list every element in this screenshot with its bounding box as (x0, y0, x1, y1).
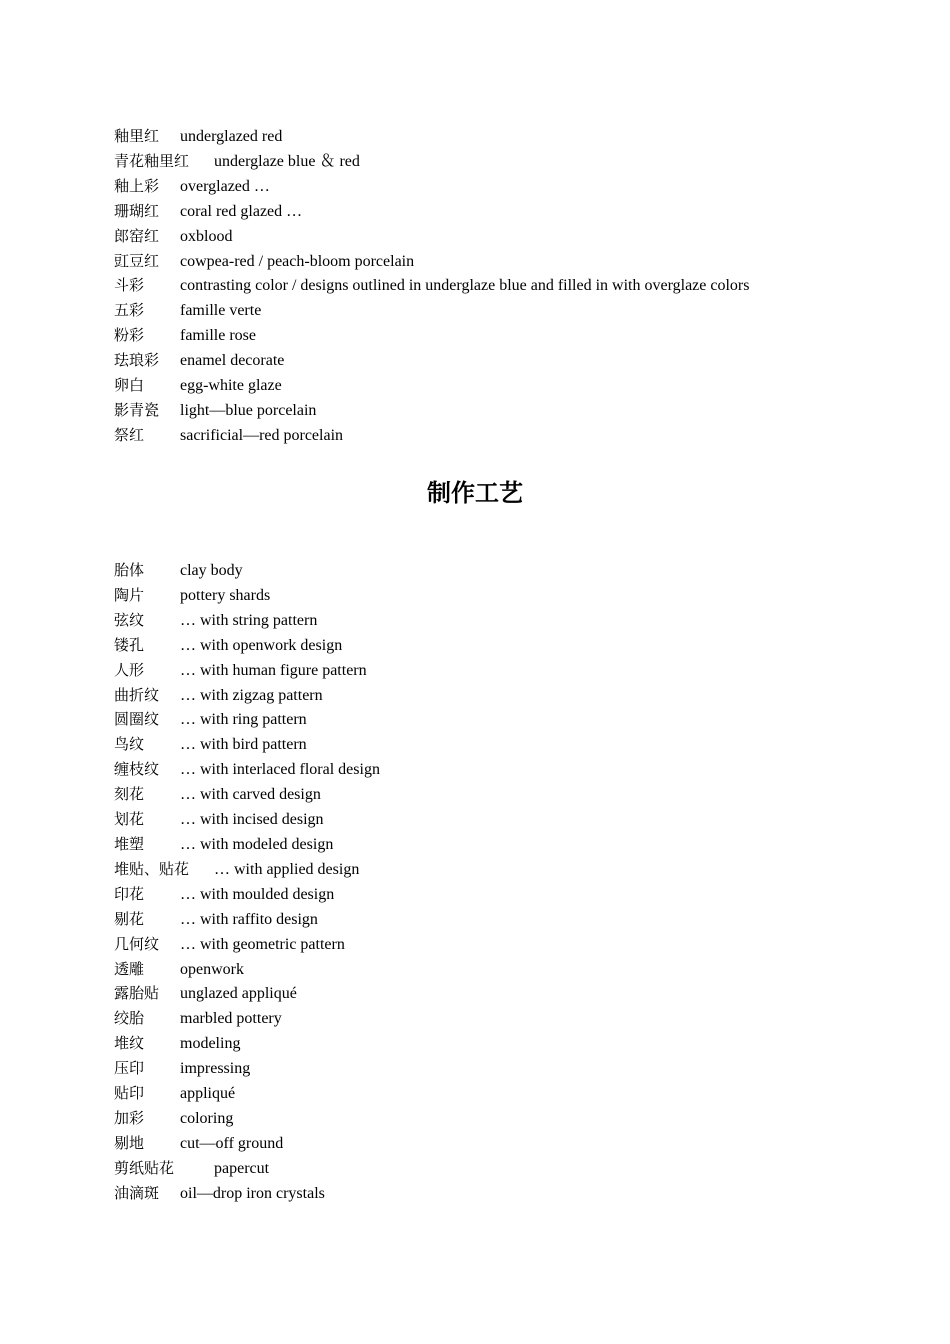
term-row (114, 1081, 894, 1106)
term-zh: 镂孔 (114, 635, 145, 654)
term-row (114, 807, 894, 832)
term-en: … with raffito design (180, 910, 318, 928)
term-zh: 弦纹 (114, 610, 145, 629)
term-zh: 堆纹 (114, 1034, 145, 1053)
term-zh: 剔地 (114, 1133, 145, 1152)
term-zh: 堆贴、贴花 (114, 859, 190, 878)
term-row (114, 1031, 894, 1056)
term-en: famille verte (180, 302, 262, 320)
term-en: underglazed red (180, 128, 283, 145)
term-row (114, 857, 894, 882)
term-zh: 油滴斑 (114, 1183, 160, 1202)
term-en: … with geometric pattern (180, 935, 345, 953)
term-en: … with applied design (214, 860, 360, 878)
term-row (114, 323, 894, 348)
term-en: … with bird pattern (180, 736, 307, 754)
term-zh: 珊瑚红 (114, 201, 160, 220)
term-en: … with string pattern (180, 611, 318, 629)
term-en: overglazed … (180, 177, 270, 195)
term-en: … with human figure pattern (180, 661, 367, 679)
term-zh: 刻花 (114, 785, 145, 804)
term-en: unglazed appliqué (180, 985, 297, 1003)
term-row (114, 1056, 894, 1081)
term-zh: 印花 (114, 884, 145, 903)
term-zh: 圆圈纹 (114, 710, 160, 729)
term-zh: 影青瓷 (114, 400, 160, 419)
term-en: impressing (180, 1060, 251, 1078)
term-row (114, 832, 894, 857)
term-row (114, 1131, 894, 1156)
term-zh: 透雕 (114, 959, 145, 978)
term-row (114, 373, 894, 398)
term-en: oxblood (180, 227, 233, 245)
term-zh: 划花 (114, 810, 145, 829)
term-en: famille rose (180, 327, 256, 345)
term-row (114, 882, 894, 907)
term-row (114, 398, 894, 423)
term-en: pottery shards (180, 586, 271, 604)
term-row (114, 1181, 894, 1206)
term-zh: 贴印 (114, 1084, 145, 1103)
term-en: enamel decorate (180, 352, 285, 370)
term-row (114, 423, 894, 448)
term-row (114, 298, 894, 323)
term-zh: 曲折纹 (114, 685, 160, 704)
term-en: appliqué (180, 1085, 236, 1103)
term-zh: 珐琅彩 (114, 351, 160, 370)
term-zh: 堆塑 (114, 834, 145, 853)
term-zh: 绞胎 (114, 1009, 145, 1028)
term-zh: 青花釉里红 (114, 151, 190, 170)
term-row (114, 1106, 894, 1131)
term-zh: 斗彩 (114, 276, 145, 295)
term-en: … with incised design (180, 811, 324, 829)
term-row (114, 683, 894, 708)
term-en: coloring (180, 1109, 234, 1127)
term-zh: 祭红 (114, 425, 145, 444)
term-row (114, 249, 894, 274)
term-row (114, 174, 894, 199)
term-en: … with interlaced floral design (180, 761, 380, 779)
term-row (114, 583, 894, 608)
term-row (114, 608, 894, 633)
term-en: clay body (180, 562, 243, 579)
term-en: light—blue porcelain (180, 401, 317, 419)
term-zh: 卵白 (114, 376, 145, 395)
term-en: … with ring pattern (180, 711, 307, 729)
term-row (114, 273, 894, 298)
term-row (114, 981, 894, 1006)
term-row (114, 199, 894, 224)
term-zh: 几何纹 (114, 934, 160, 953)
term-zh: 加彩 (114, 1108, 145, 1127)
term-row (114, 757, 894, 782)
term-row (114, 558, 894, 583)
term-en: cut—off ground (180, 1134, 284, 1152)
term-zh: 鸟纹 (114, 735, 145, 754)
term-row (114, 932, 894, 957)
term-zh: 五彩 (114, 301, 145, 320)
term-row (114, 224, 894, 249)
term-en: contrasting color / designs outlined in underglaze blue and filled in with overglaze colors (180, 277, 750, 295)
term-row (114, 348, 894, 373)
term-en: … with carved design (180, 786, 321, 804)
term-en: … with modeled design (180, 835, 334, 853)
term-en: … with openwork design (180, 636, 343, 654)
term-zh: 釉上彩 (114, 176, 160, 195)
term-row (114, 1006, 894, 1031)
term-en: modeling (180, 1035, 241, 1053)
term-en: … with moulded design (180, 885, 335, 903)
term-en: oil—drop iron crystals (180, 1184, 325, 1202)
term-en: egg-white glaze (180, 377, 282, 395)
term-zh: 陶片 (114, 585, 145, 604)
term-en: openwork (180, 960, 244, 978)
craft-term-list (114, 558, 894, 1206)
term-zh: 压印 (114, 1059, 145, 1078)
term-zh: 缠枝纹 (114, 760, 160, 779)
term-row (114, 149, 894, 174)
term-zh: 豇豆红 (114, 251, 160, 270)
term-en: cowpea-red / peach-bloom porcelain (180, 252, 415, 270)
term-en: coral red glazed … (180, 202, 303, 220)
term-en: marbled pottery (180, 1010, 282, 1028)
term-row (114, 907, 894, 932)
term-zh: 釉里红 (114, 127, 160, 145)
term-zh: 剪纸贴花 (114, 1158, 175, 1177)
term-zh: 粉彩 (114, 326, 145, 345)
term-zh: 郎窑红 (114, 226, 160, 245)
term-row (114, 633, 894, 658)
term-zh: 剔花 (114, 909, 145, 928)
term-row (114, 732, 894, 757)
term-row (114, 957, 894, 982)
term-row (114, 782, 894, 807)
glaze-term-list (114, 124, 894, 448)
term-row (114, 124, 894, 149)
term-en: underglaze blue ＆ red (214, 152, 360, 170)
term-zh: 胎体 (114, 561, 145, 579)
term-row (114, 658, 894, 683)
term-zh: 人形 (114, 660, 145, 679)
section-title: 制作工艺 (427, 479, 523, 507)
term-row (114, 1156, 894, 1181)
term-en: papercut (214, 1159, 270, 1177)
term-en: sacrificial—red porcelain (180, 426, 344, 444)
term-row (114, 707, 894, 732)
term-zh: 露胎贴 (114, 984, 160, 1003)
term-en: … with zigzag pattern (180, 686, 323, 704)
